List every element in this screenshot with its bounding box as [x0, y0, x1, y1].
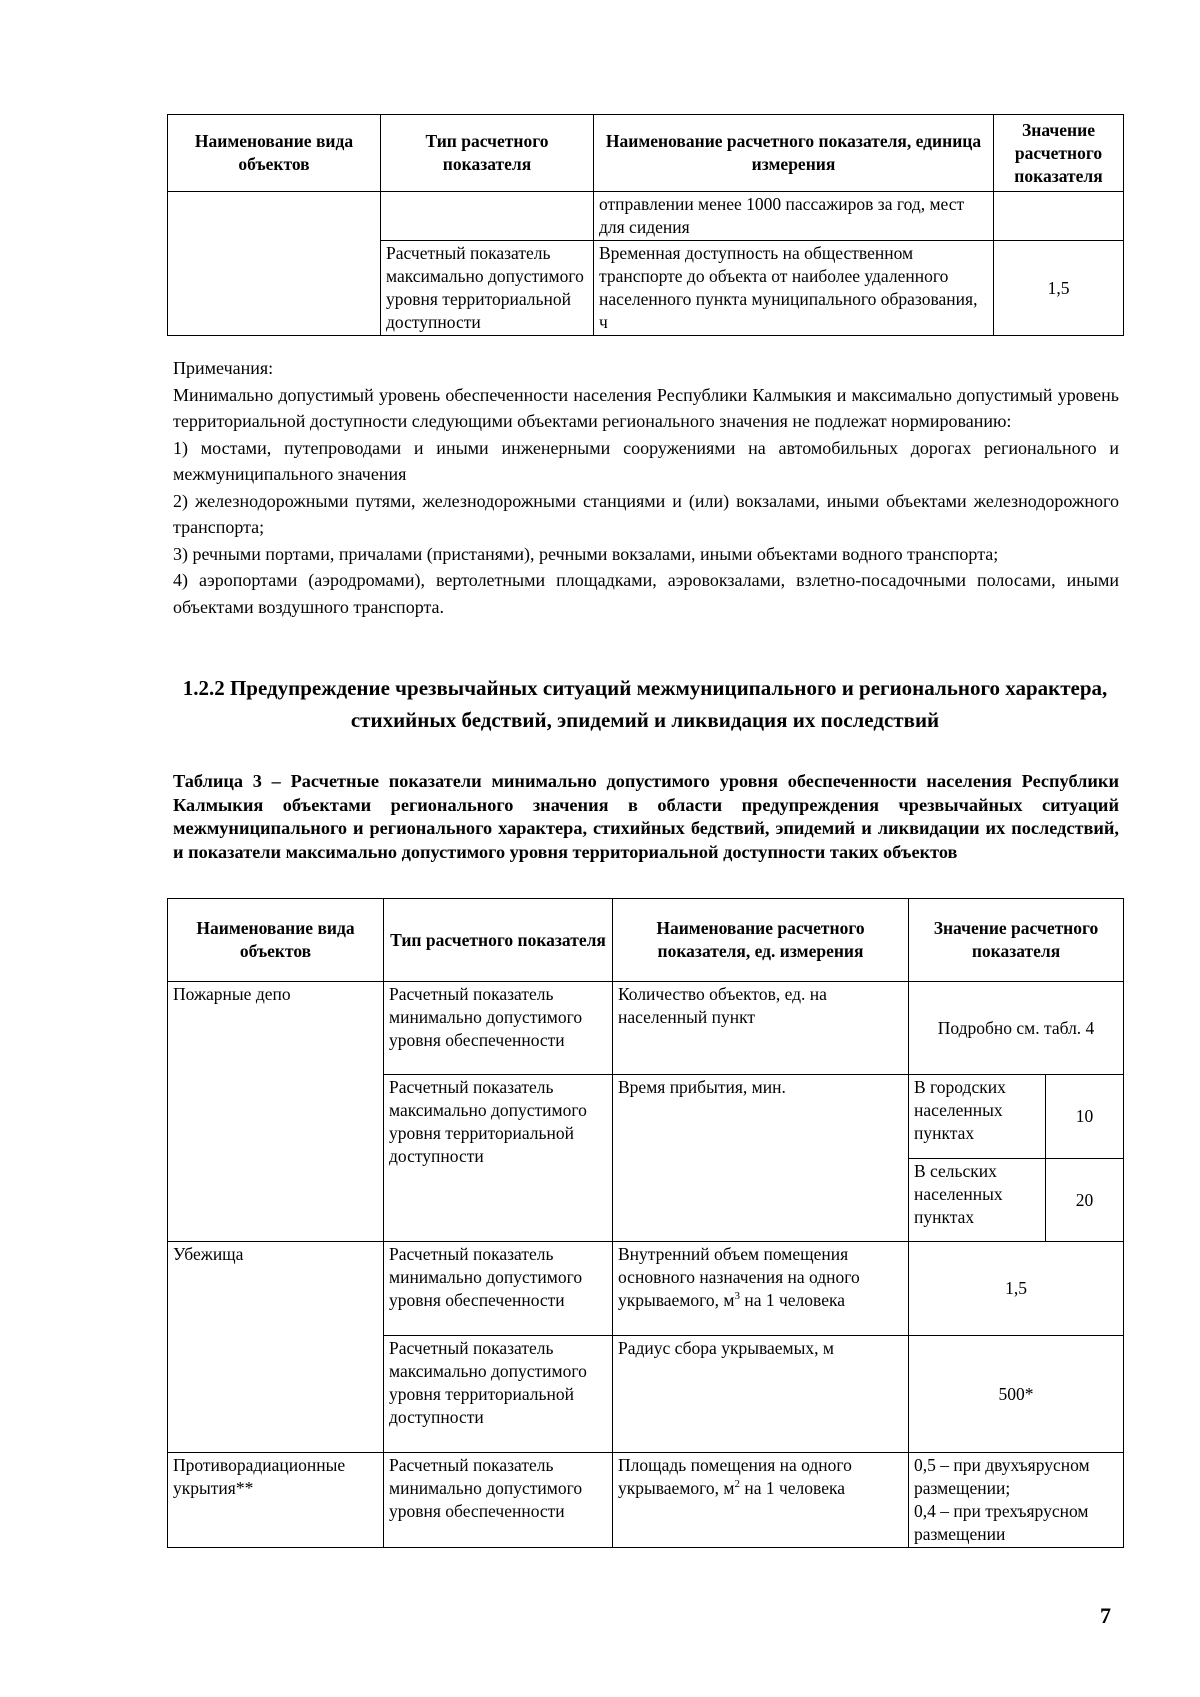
table-cell: В сельских населенных пунктах [909, 1159, 1046, 1242]
table-header-indicator-value: Значение расчетного показателя [909, 899, 1124, 982]
section-heading: 1.2.2 Предупреждение чрезвычайных ситуаций межмуниципального и регионального характера, стихийных бедствий, эпидемий и ликвидация их последствий [182, 676, 1108, 732]
table-cell: Пожарные депо [168, 982, 384, 1242]
table-cell: 1,5 [909, 1242, 1124, 1336]
table-header-indicator-name: Наименование расчетного показателя, ед. измерения [613, 899, 909, 982]
table-cell [909, 1453, 1124, 1548]
table-cell: 10 [1046, 1075, 1124, 1159]
table-cell: Радиус сбора укрываемых, м [613, 1336, 909, 1453]
value-line: 0,4 – при трехъярусном размещении [914, 1501, 1089, 1544]
table-header-indicator-name: Наименование расчетного показателя, единица измерения [594, 115, 994, 192]
area-indicator-suffix: на 1 человека [739, 1478, 845, 1498]
table-cell [994, 192, 1124, 241]
area-indicator-text: Площадь помещения на одного укрываемого, м [618, 1455, 852, 1498]
table-row [168, 1453, 1124, 1548]
table-cell: Количество объектов, ед. на населенный пункт [613, 982, 909, 1075]
page-number: 7 [1100, 1603, 1111, 1628]
area-unit-exponent: 2 [734, 1478, 740, 1491]
table-caption: Таблица 3 – Расчетные показатели минимально допустимого уровня обеспеченности населения Республики Калмыкия объектами регионального значения в области предупреждения чрезвычайных ситуаций межмуниципального и регионального характера, стихийных бедствий, эпидемий и ликвидации их последствий, и показатели максимально допустимого уровня территориальной доступности таких объектов [173, 771, 1119, 862]
table-cell: Подробно см. табл. 4 [909, 982, 1124, 1075]
table-cell: Расчетный показатель минимально допустимого уровня обеспеченности [384, 1242, 613, 1336]
table-cell: Противорадиационные укрытия** [168, 1453, 384, 1548]
table-cell: Расчетный показатель максимально допустимого уровня территориальной доступности [384, 1075, 613, 1242]
table-row [168, 1242, 1124, 1336]
notes-item: 2) железнодорожными путями, железнодорожными станциями и (или) вокзалами, иными объектами железнодорожного транспорта; [173, 490, 1119, 537]
volume-indicator-suffix: на 1 человека [739, 1290, 845, 1310]
table-cell: Расчетный показатель минимально допустимого уровня обеспеченности [384, 982, 613, 1075]
table-cell [613, 1453, 909, 1548]
notes-intro: Минимально допустимый уровень обеспеченности населения Республики Калмыкия и максимально допустимый уровень территориальной доступности следующими объектами регионального значения не подлежат нормированию: [173, 384, 1119, 431]
notes-item: 1) мостами, путепроводами и иными инженерными сооружениями на автомобильных дорогах регионального и межмуниципального значения [173, 437, 1119, 484]
table-cell: В городских населенных пунктах [909, 1075, 1046, 1159]
table-row [168, 982, 1124, 1075]
emergency-indicators-table [167, 898, 1124, 1548]
table-cell [613, 1242, 909, 1336]
table-cell: Расчетный показатель минимально допустимого уровня обеспеченности [384, 1453, 613, 1548]
volume-indicator-text: Внутренний объем помещения основного назначения на одного укрываемого, м [618, 1244, 860, 1310]
table-cell: 1,5 [994, 241, 1124, 336]
table-cell [381, 192, 594, 241]
table-cell: Временная доступность на общественном транспорте до объекта от наиболее удаленного населенного пункта муниципального образования, ч [594, 241, 994, 336]
notes-item: 4) аэропортами (аэродромами), вертолетными площадками, аэровокзалами, взлетно-посадочными полосами, иными объектами воздушного транспорта. [173, 570, 1119, 617]
table-header-indicator-value: Значение расчетного показателя [994, 115, 1124, 192]
notes-title: Примечания: [173, 358, 274, 378]
transport-indicators-table [167, 114, 1124, 336]
table-header-indicator-type: Тип расчетного показателя [384, 899, 613, 982]
table-cell: отправлении менее 1000 пассажиров за год, мест для сидения [594, 192, 994, 241]
table-header-indicator-type: Тип расчетного показателя [381, 115, 594, 192]
table-header-object-type: Наименование вида объектов [168, 899, 384, 982]
volume-unit-exponent: 3 [734, 1290, 740, 1303]
table-cell: Время прибытия, мин. [613, 1075, 909, 1242]
table-cell: 500* [909, 1336, 1124, 1453]
notes-block [173, 355, 1119, 620]
table-cell: 20 [1046, 1159, 1124, 1242]
value-line: 0,5 – при двухъярусном размещении; [914, 1455, 1090, 1498]
table-cell [168, 192, 381, 336]
table-header-object-type: Наименование вида объектов [168, 115, 381, 192]
notes-item: 3) речными портами, причалами (пристанями), речными вокзалами, иными объектами водного транспорта; [173, 543, 999, 564]
table-cell: Расчетный показатель максимально допустимого уровня территориальной доступности [384, 1336, 613, 1453]
table-cell: Расчетный показатель максимально допустимого уровня территориальной доступности [381, 241, 594, 336]
table-row [168, 192, 1124, 241]
table-cell: Убежища [168, 1242, 384, 1453]
